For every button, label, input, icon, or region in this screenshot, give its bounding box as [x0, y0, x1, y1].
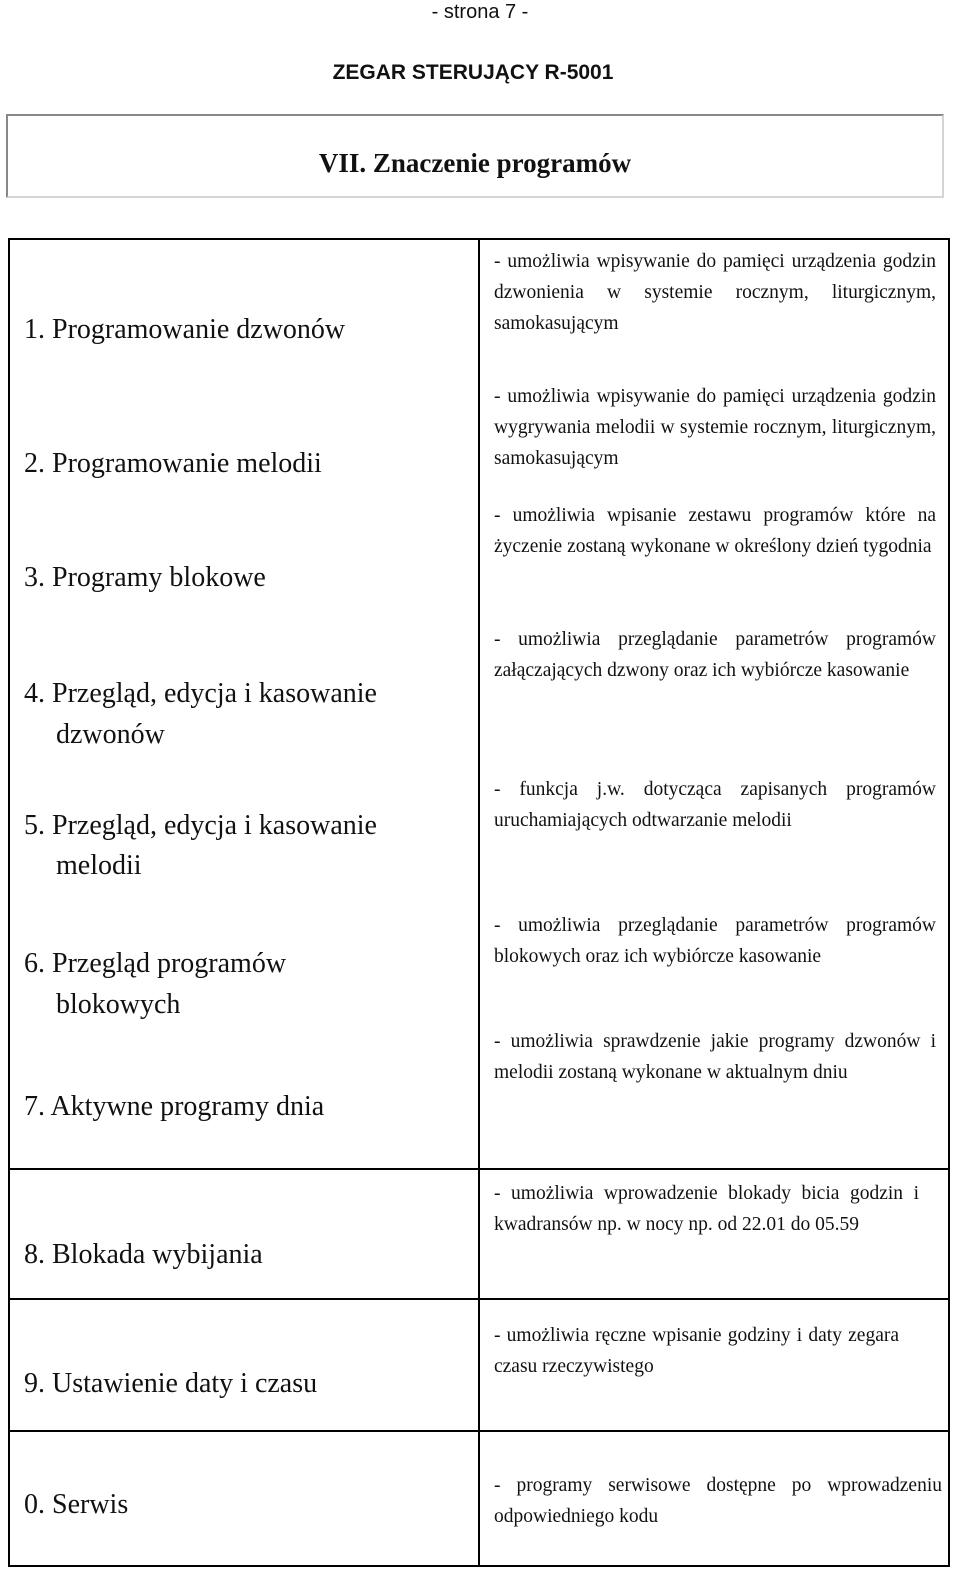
table-column-divider — [478, 238, 480, 1567]
program-label-continuation: dzwonów — [56, 719, 165, 750]
table-border-right — [948, 238, 950, 1567]
program-label: 5. Przegląd, edycja i kasowanie — [24, 810, 377, 841]
section-title: VII. Znaczenie programów — [318, 148, 632, 178]
table-border-left — [8, 238, 10, 1567]
program-label-continuation: melodii — [56, 850, 142, 881]
program-label: 6. Przegląd programów — [24, 948, 287, 979]
program-label: 9. Ustawienie daty i czasu — [24, 1368, 318, 1399]
program-description: - programy serwisowe dostępne po wprowadzeniu odpowiedniego kodu — [494, 1475, 942, 1527]
program-description: - umożliwia wpisywanie do pamięci urządzenia godzin wygrywania melodii w systemie rocznym, liturgicznym, samokasującym — [494, 386, 936, 469]
program-description: - umożliwia wpisanie zestawu programów które na życzenie zostaną wykonane w określony dzień tygodnia — [494, 505, 936, 557]
program-label: 7. Aktywne programy dnia — [24, 1091, 325, 1122]
program-description: - umożliwia wpisywanie do pamięci urządzenia godzin dzwonienia w systemie rocznym, liturgicznym, samokasującym — [494, 251, 936, 334]
page-number: - strona 7 - — [431, 1, 529, 23]
program-label: 0. Serwis — [24, 1489, 129, 1520]
program-label: 2. Programowanie melodii — [24, 448, 322, 479]
program-description: - funkcja j.w. dotycząca zapisanych programów uruchamiających odtwarzanie melodii — [494, 779, 936, 831]
program-description: - umożliwia ręczne wpisanie godziny i daty zegara czasu rzeczywistego — [494, 1325, 899, 1377]
program-label-continuation: blokowych — [56, 989, 181, 1020]
program-label: 3. Programy blokowe — [24, 562, 266, 593]
program-description: - umożliwia przeglądanie parametrów programów załączających dzwony oraz ich wybiórcze kasowanie — [494, 629, 936, 681]
program-label: 1. Programowanie dzwonów — [24, 314, 346, 345]
program-description: - umożliwia sprawdzenie jakie programy dzwonów i melodii zostaną wykonane w aktualnym dniu — [494, 1031, 936, 1083]
program-label: 4. Przegląd, edycja i kasowanie — [24, 678, 377, 709]
document-title: ZEGAR STERUJĄCY R-5001 — [332, 61, 614, 84]
program-description: - umożliwia przeglądanie parametrów programów blokowych oraz ich wybiórcze kasowanie — [494, 915, 936, 967]
program-description: - umożliwia wprowadzenie blokady bicia godzin i kwadransów np. w nocy np. od 22.01 do 05.59 — [494, 1183, 919, 1235]
program-label: 8. Blokada wybijania — [24, 1239, 263, 1270]
